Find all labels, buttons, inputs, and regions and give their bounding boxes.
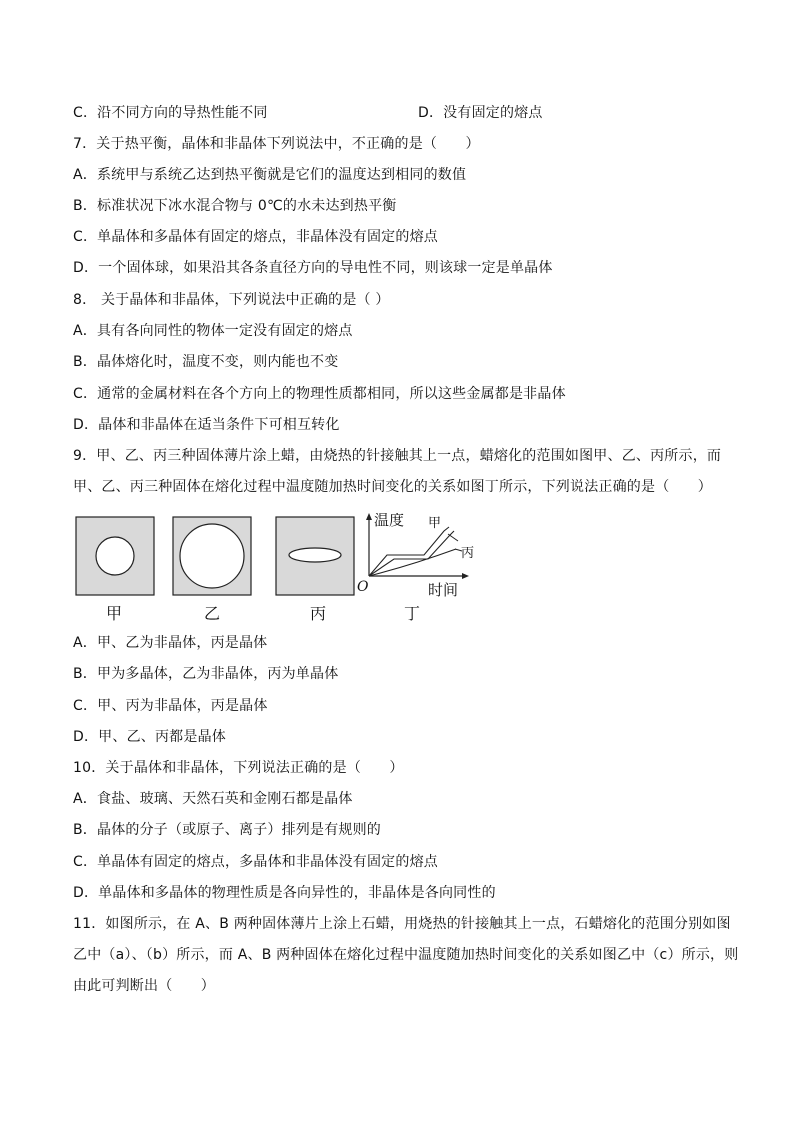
caption-bing: 丙 — [310, 604, 327, 623]
q10-option-b: B．晶体的分子（或原子、离子）排列是有规则的 — [73, 822, 382, 838]
q10-option-a: A．食盐、玻璃、天然石英和金刚石都是晶体 — [73, 791, 353, 807]
melt-ellipse-bing — [289, 548, 341, 562]
curve-bing — [369, 549, 456, 576]
q9-option-c: C．甲、丙为非晶体，丙是晶体 — [73, 698, 268, 714]
q11-stem-line3: 由此可判断出（ ） — [73, 978, 215, 994]
q11-stem-line2: 乙中（a）、（b）所示，而 A、B 两种固体在熔化过程中温度随加热时间变化的关系如图乙中（c）所示，则 — [73, 947, 739, 963]
curve-label-bing: 丙 — [461, 546, 475, 561]
y-axis-label: 温度 — [374, 513, 405, 529]
q8-option-a: A．具有各向同性的物体一定没有固定的熔点 — [73, 323, 353, 339]
q9-option-d: D．甲、乙、丙都是晶体 — [73, 729, 226, 745]
q7-option-d: D．一个固体球，如果沿其各条直径方向的导电性不同，则该球一定是单晶体 — [73, 260, 553, 276]
q9-stem-line1: 9．甲、乙、丙三种固体薄片涂上蜡，由烧热的针接触其上一点，蜡熔化的范围如图甲、乙、丙所示，而 — [73, 448, 722, 464]
q9-figure-svg — [72, 513, 492, 625]
q9-option-b: B．甲为多晶体，乙为非晶体，丙为单晶体 — [73, 666, 339, 682]
q7-stem: 7．关于热平衡，晶体和非晶体下列说法中，不正确的是（ ） — [73, 136, 480, 152]
q6-option-c: C．沿不同方向的导热性能不同 — [73, 105, 268, 121]
q7-option-c: C．单晶体和多晶体有固定的熔点，非晶体没有固定的熔点 — [73, 229, 438, 245]
q10-option-c: C．单晶体有固定的熔点，多晶体和非晶体没有固定的熔点 — [73, 854, 438, 870]
q9-option-a: A．甲、乙为非晶体，丙是晶体 — [73, 635, 268, 651]
caption-jia: 甲 — [106, 604, 123, 623]
q8-option-c: C．通常的金属材料在各个方向上的物理性质都相同，所以这些金属都是非晶体 — [73, 386, 566, 402]
origin-label: O — [357, 579, 369, 595]
y-axis-arrow — [366, 513, 372, 520]
q8-option-d: D．晶体和非晶体在适当条件下可相互转化 — [73, 417, 340, 433]
x-axis-arrow — [462, 573, 469, 579]
curve-yi — [369, 531, 454, 576]
q9-figure — [72, 513, 492, 625]
q8-stem: 8． 关于晶体和非晶体，下列说法中正确的是（ ） — [73, 292, 390, 308]
caption-yi: 乙 — [204, 604, 221, 623]
q7-option-a: A．系统甲与系统乙达到热平衡就是它们的温度达到相同的数值 — [73, 167, 467, 183]
q10-stem: 10．关于晶体和非晶体，下列说法正确的是（ ） — [73, 760, 404, 776]
x-axis-label: 时间 — [428, 581, 459, 599]
q10-option-d: D．单晶体和多晶体的物理性质是各向异性的，非晶体是各向同性的 — [73, 885, 496, 901]
q6-options-row — [73, 104, 543, 122]
curve-label-leader-jia — [448, 534, 458, 541]
curve-jia — [369, 527, 449, 576]
curve-label-jia: 甲 — [428, 516, 442, 531]
melt-circle-jia — [96, 537, 134, 575]
q11-stem-line1: 11．如图所示，在 A、B 两种固体薄片上涂上石蜡，用烧热的针接触其上一点，石蜡熔化的范围分别如图 — [73, 916, 731, 932]
melt-circle-yi — [180, 524, 244, 588]
caption-ding: 丁 — [404, 604, 421, 623]
q7-option-b: B．标准状况下冰水混合物与 0℃的水未达到热平衡 — [73, 198, 397, 214]
q8-option-b: B．晶体熔化时，温度不变，则内能也不变 — [73, 354, 339, 370]
q9-stem-line2: 甲、乙、丙三种固体在熔化过程中温度随加热时间变化的关系如图丁所示，下列说法正确的是（ ） — [73, 479, 712, 495]
q6-option-d: D．没有固定的熔点 — [418, 105, 543, 121]
